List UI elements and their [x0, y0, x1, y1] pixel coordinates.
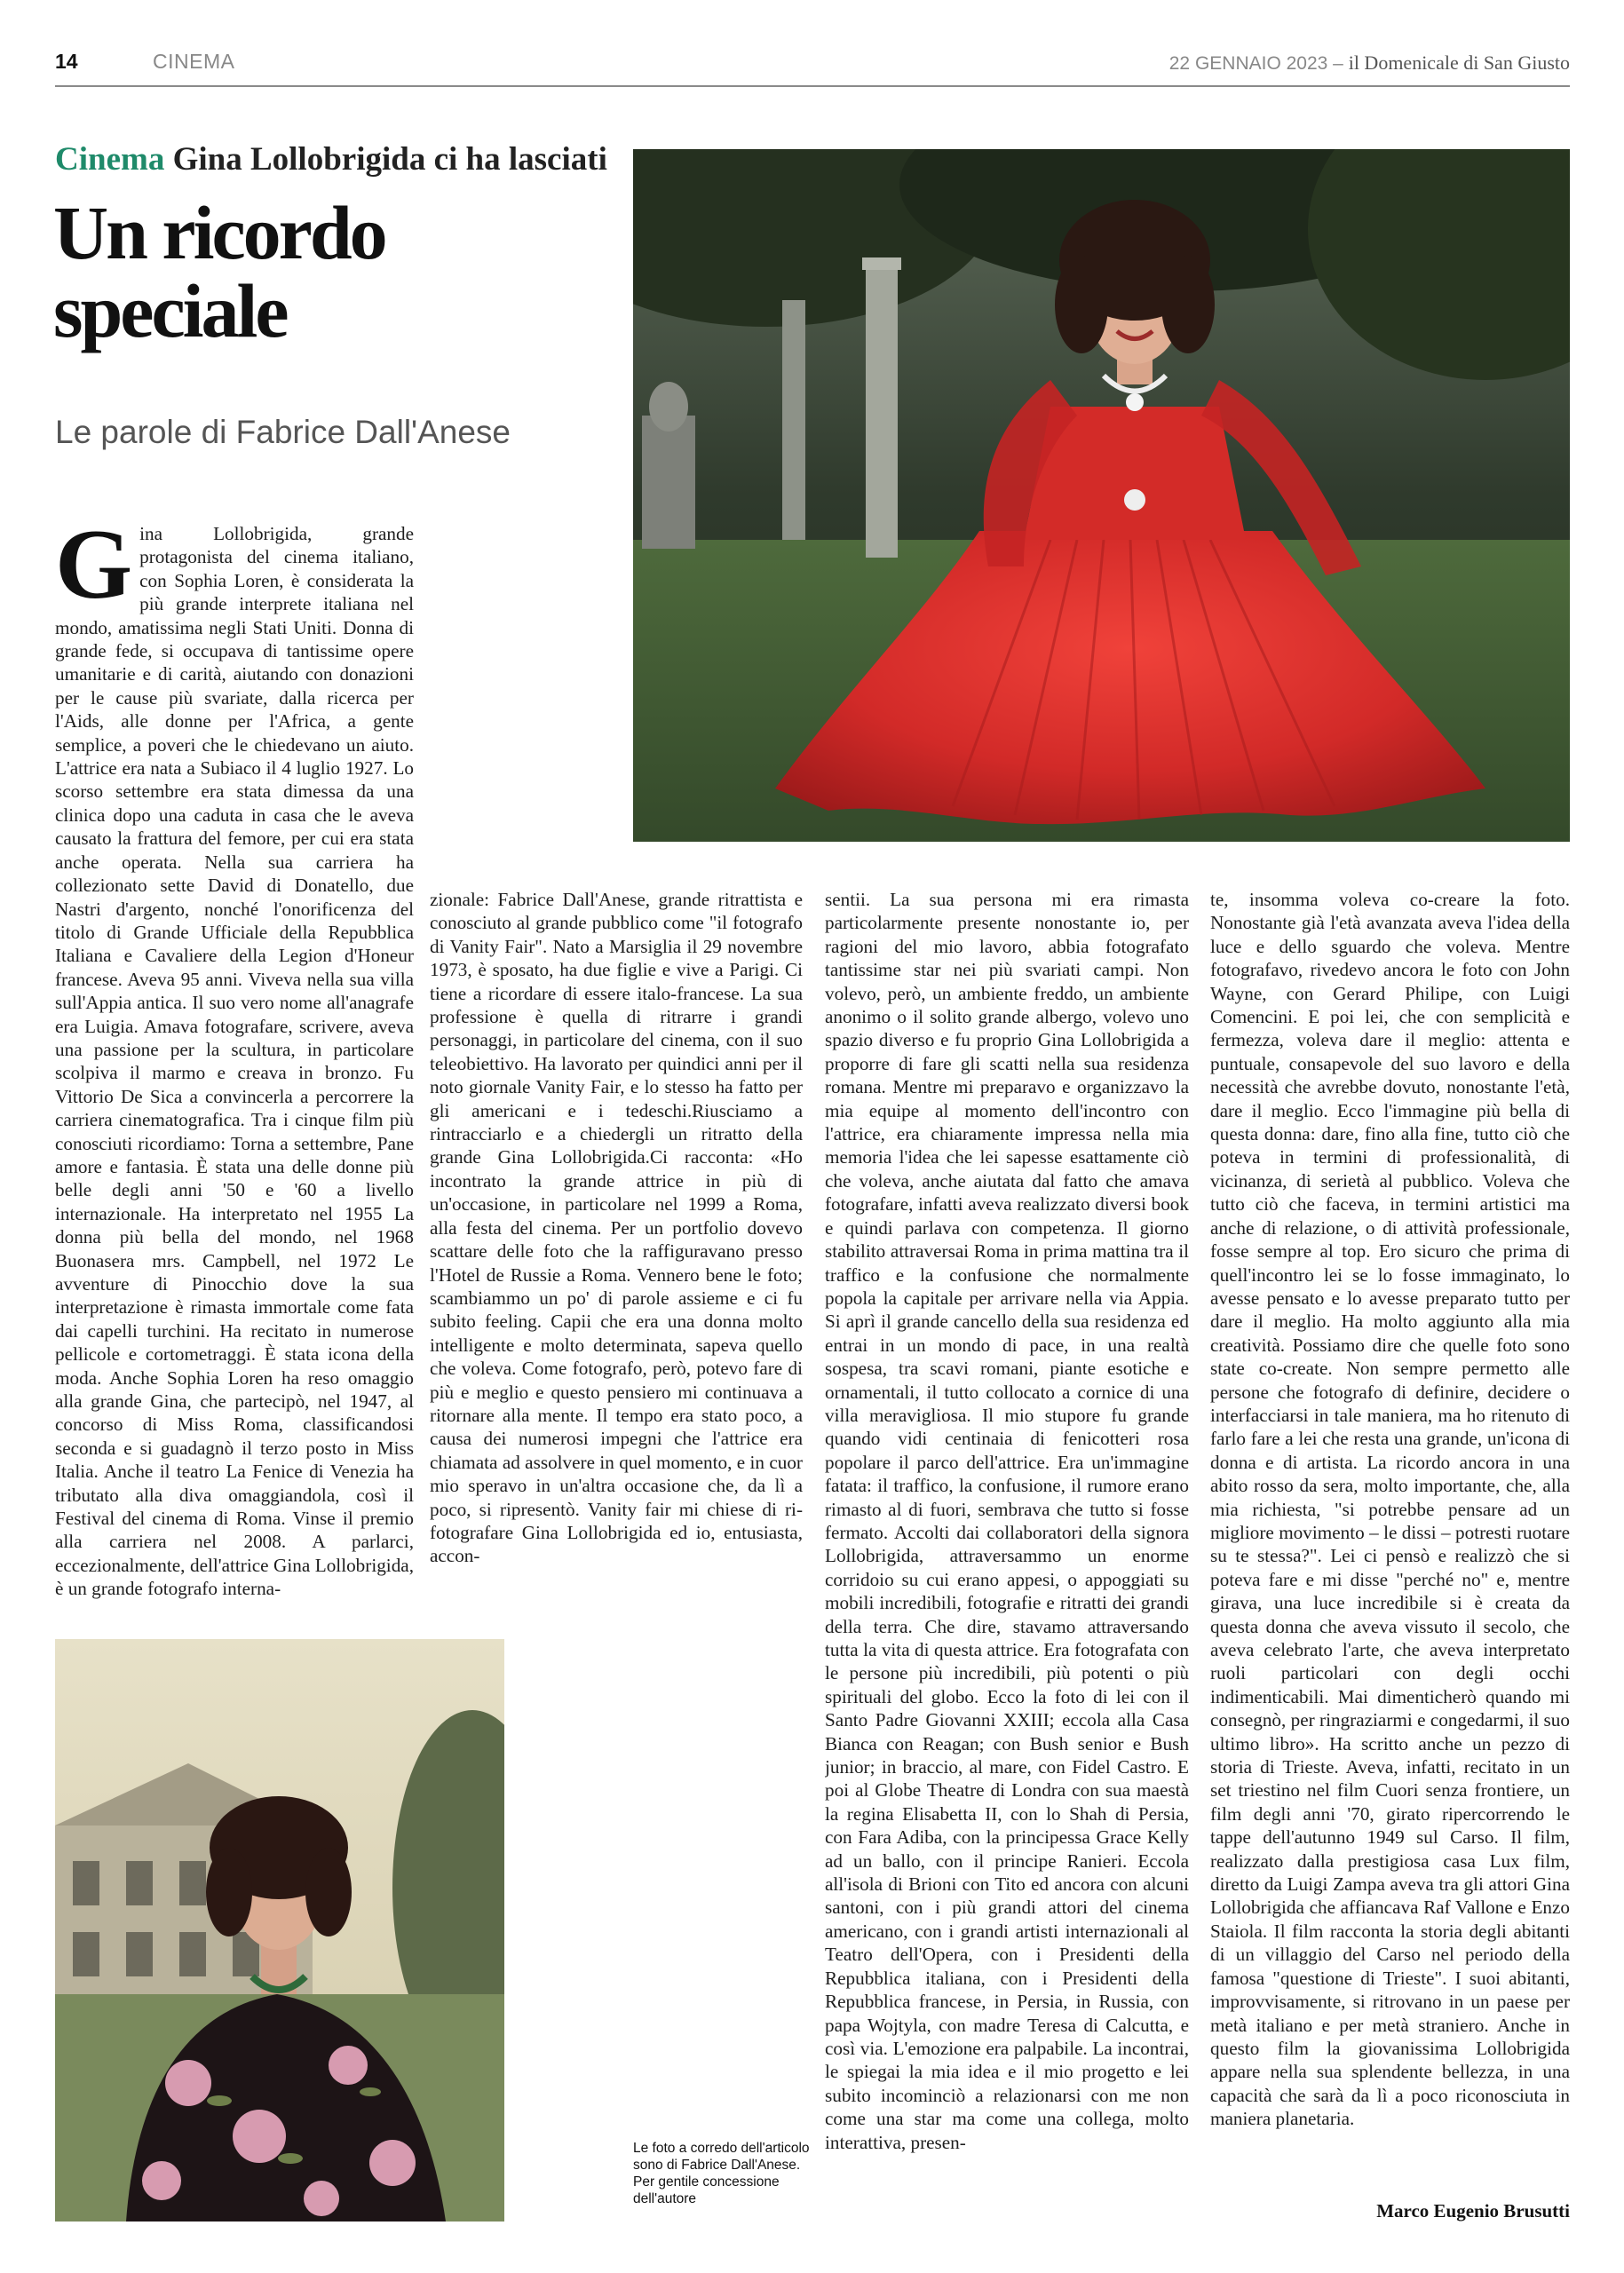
section-label: CINEMA: [153, 50, 235, 73]
column-4-text: te, insomma voleva co-creare la foto. Nonostante già l'età avanzata aveva l'idea della luce e dello sguardo che voleva. Mentre fotografavo, rivedevo ancora le foto con John Wayne, con Gerard Philipe, con Luigi Comencini. E poi lei, che con semplicità e fermezza, voleva dare il meglio: attenta e puntuale, consapevole del suo lavoro e della necessità che avrebbe dovuto, nonostante l'età, dare il meglio. Ecco l'immagine più bella di questa donna: dare, fino alla fine, tutto ciò che poteva in termini di professionalità, di vicinanza, di serietà al pubblico. Voleva che tutto ciò che faceva, in termini artistici ma anche di relazione, o di attività professionale, fosse sempre al top. Ero sicuro che prima di quell'incontro lei se lo fosse immaginato, lo avesse pensato e lo avesse preparato tutto per dare il meglio. Ha molto aggiunto alla mia creatività. Possiamo dire che quelle foto sono state co-create. Non sempre permetto alle persone che fotografo di definire, decidere o interfacciarsi in tale maniera, ma ho ritenuto di farlo fare a lei che resta una grande, un'icona di donna e di artista. La ricordo ancora in una abito rosso da sera, molto importante, che, alla mia richiesta, "si potrebbe pensare ad un migliore movimento – le dissi – potresti ruotare su te stessa?". Lei ci pensò e realizzò che si poteva fare e mi disse "perché no" e, mentre girava, una luce incredibile si è creata da questa donna che aveva vissuto il secolo, che aveva celebrato l'arte, che aveva interpretato ruoli particolari con degli occhi indimenticabili. Mai dimenticherò quando mi consegnò, per ringraziarmi e congedarmi, il suo ultimo libro». Ha scritto anche un pezzo di storia di Trieste. Aveva, infatti, recitato in un set triestino nel film Cuori senza frontiere, un film degli anni '70, girato ripercorrendo le tappe dell'autunno 1949 sul Carso. Il film, realizzato dalla prestigiosa casa Lux film, diretto da Luigi Zampa aveva tra gli attori Gina Lollobrigida che affiancava Raf Vallone e Enzo Staiola. Il film racconta la storia degli abitanti di un villaggio del Carso nel periodo della famosa "questione di Trieste". I suoi abitanti, improvvisamente, si ritrovano in un paese per metà italiano e per metà straniero. Anche in questo film la giovanissima Lollobrigida appare nella sua splendente bellezza, in una capacità che sarà da lì a poco riconosciuta in maniera planetaria.: [1210, 889, 1570, 2130]
article-kicker: [55, 140, 607, 178]
second-photo-illustration: [55, 1639, 504, 2222]
kicker-section: Cinema: [55, 141, 165, 178]
second-photo-floral-shawl: [55, 1639, 504, 2222]
article-title: [53, 190, 385, 353]
article-column-3: [825, 888, 1189, 2237]
issue-info: [1169, 51, 1570, 75]
column-3-text: sentii. La sua persona mi era rimasta particolarmente presente nonostante io, per ragioni del mio lavoro, abbia fotografato tantissime star nei più svariati campi. Non volevo, però, un ambiente freddo, un ambiente anonimo o il solito grande albergo, volevo uno spazio diverso e fu proprio Gina Lollobrigida a proporre di fare gli scatti nella sua residenza romana. Mentre mi preparavo e organizzavo la mia equipe al momento dell'incontro con l'attrice, era chiaramente impressa nella mia memoria l'idea che lei sapesse esattamente ciò che voleva, anche aiutata dal fatto che amava fotografare, infatti aveva realizzato diversi book e quindi parlava con competenza. Il giorno stabilito attraversai Roma in prima mattina tra il traffico e la confusione che normalmente popola la capitale per arrivare nella via Appia. Si aprì il grande cancello della sua residenza ed entrai in un mondo di pace, in una realtà sospesa, tra scavi romani, piante esotiche e ornamentali, il tutto collocato a cornice di una villa meravigliosa. Il mio stupore fu grande quando vidi centinaia di fenicotteri rosa popolare il parco dell'attrice. Era un'immagine fatata: il traffico, la confusione, il rumore erano rimasto al di fuori, sembrava che tutto si fosse fermato. Accolti dai collaboratori della signora Lollobrigida, attraversammo un enorme corridoio su cui erano appesi, o appoggiati su mobili incredibili, fotografie e ritratti dei grandi della terra. Che dire, stavamo attraversando tutta la vita di questa attrice. Era fotografata con le persone più incredibili, più potenti o più spirituali del globo. Ecco la foto di lei con il Santo Padre Giovanni XXIII; eccola alla Casa Bianca con Reagan; con Bush senior e Bush junior; in braccio, al mare, con Fidel Castro. E poi al Globe Theatre di Londra con sua maestà la regina Elisabetta II, con lo Shah di Persia, con Fara Adiba, con la principessa Grace Kelly ad un ballo, con il principe Ranieri. Eccola all'isola di Brioni con Tito ed ancora con alcuni santoni, con i più grandi attori del cinema americano, con i grandi artisti internazionali al Teatro dell'Opera, con i Presidenti della Repubblica italiana, con i Presidenti della Repubblica francese, in Persia, in Russia, con papa Wojtyla, con madre Teresa di Calcutta, e così via. L'emozione era palpabile. La incontrai, le spiegai la mia idea e il mio progetto e lei subito incominciò a relazionarsi con me non come una star ma come una collega, molto interattiva, presen-: [825, 889, 1189, 2153]
article-subtitle: Le parole di Fabrice Dall'Anese: [55, 414, 511, 450]
author-signature: Marco Eugenio Brusutti: [1376, 2200, 1570, 2222]
publication-name: il Domenicale di San Giusto: [1348, 51, 1570, 74]
column-2-text: zionale: Fabrice Dall'Anese, grande ritrattista e conosciuto al grande pubblico come "il fotografo di Vanity Fair". Nato a Marsiglia il 29 novembre 1973, è sposato, ha due figlie e vive a Parigi. Ci tiene a ricordare di essere italo-francese. La sua professione è quella di ritrarre i grandi personaggi, in particolare del cinema, con il suo teleobiettivo. Ha lavorato per quindici anni per il noto giornale Vanity Fair, e lo stesso ha fatto per gli americani e i tedeschi.Riusciamo a rintracciarlo e a chiedergli un ritratto della grande Gina Lollobrigida.Ci racconta: «Ho incontrato la grande attrice in più di un'occasione, in particolare nel 1999 a Roma, alla festa del cinema. Per un portfolio dovevo scattare delle foto che la raffiguravano presso l'Hotel de Russie a Roma. Vennero bene le foto; scambiammo un po' di parole assieme e ci fu subito feeling. Capii che era una donna molto intelligente e molto determinata, sapeva quello che voleva. Come fotografo, però, potevo fare di più e meglio e questo pensiero mi continuava a ritornare alla mente. Il tempo era stato poco, a causa dei numerosi impegni che l'attrice era chiamata ad assolvere in quel momento, e in cuor mio speravo in un'altra occasione che, da lì a poco, si ripresentò. Vanity fair mi chiese di ri-fotografare Gina Lollobrigida ed io, entusiasta, accon-: [430, 889, 803, 1567]
page-header: [55, 46, 1570, 87]
issue-date: 22 GENNAIO 2023: [1168, 53, 1328, 74]
page-number: 14: [55, 50, 78, 73]
title-line-1: Un ricordo: [53, 190, 385, 275]
photo-caption: Le foto a corredo dell'articolo sono di Fabrice Dall'Anese. Per gentile concessione dell'autore: [633, 2141, 810, 2206]
article-column-4: [1210, 888, 1570, 2149]
drop-cap: G: [55, 522, 133, 620]
header-separator: –: [1327, 53, 1349, 74]
main-photo-red-gown: [633, 149, 1570, 842]
title-line-2: speciale: [53, 268, 287, 353]
article-column-1: [55, 522, 414, 1623]
main-photo-illustration: [633, 149, 1570, 842]
kicker-text: Gina Lollobrigida ci ha lasciati: [172, 141, 607, 178]
column-1-text: ina Lollobrigida, grande protagonista del cinema italiano, con Sophia Loren, è considerata la più grande interprete italiana nel mondo, amatissima negli Stati Uniti. Donna di grande fede, si occupava di tantissime opere umanitarie e di carità, aiutando con donazioni per le cause più svariate, dalla ricerca per l'Aids, alle donne per l'Africa, a gente semplice, a poveri che le chiedevano un aiuto. L'attrice era nata a Subiaco il 4 luglio 1927. Lo scorso settembre era stata dimessa da una clinica dopo una caduta in casa che le aveva causato la frattura del femore, per cui era stata anche operata. Nella sua carriera ha collezionato sette David di Donatello, due Nastri d'argento, nonché l'onorificenza del titolo di Grande Ufficiale della Repubblica Italiana e Cavaliere della Legion d'Honeur francese. Aveva 95 anni. Viveva nella sua villa sull'Appia antica. Il suo vero nome all'anagrafe era Luigia. Amava fotografare, scrivere, aveva una passione per la scultura, in particolare scolpiva il marmo e creava in bronzo. Fu Vittorio De Sica a convincerla a percorrere la carriera cinematografica. Tra i cinque film più conosciuti ricordiamo: Torna a settembre, Pane amore e fantasia. È stata una delle donne più belle degli anni '50 e '60 a livello internazionale. Ha interpretato nel 1955 La donna più bella del mondo, nel 1968 Buonasera mrs. Campbell, nel 1972 Le avventure di Pinocchio dove la sua interpretazione è rimasta immortale come fata dai capelli turchini. Ha recitato in numerose pellicole e cortometraggi. È stata icona della moda. Anche Sophia Loren ha reso omaggio alla grande Gina, che partecipò, nel 1947, al concorso di Miss Roma, classificandosi seconda e si guadagnò il terzo posto in Miss Italia. Anche il teatro La Fenice di Venezia ha tributato alla diva omaggiandola, così il Festival del cinema di Roma. Vinse il premio alla carriera nel 2008. A parlarci, eccezionalmente, dell'attrice Gina Lollobrigida, è un grande fotografo interna-: [55, 523, 414, 1600]
article-column-2: [430, 888, 803, 1598]
